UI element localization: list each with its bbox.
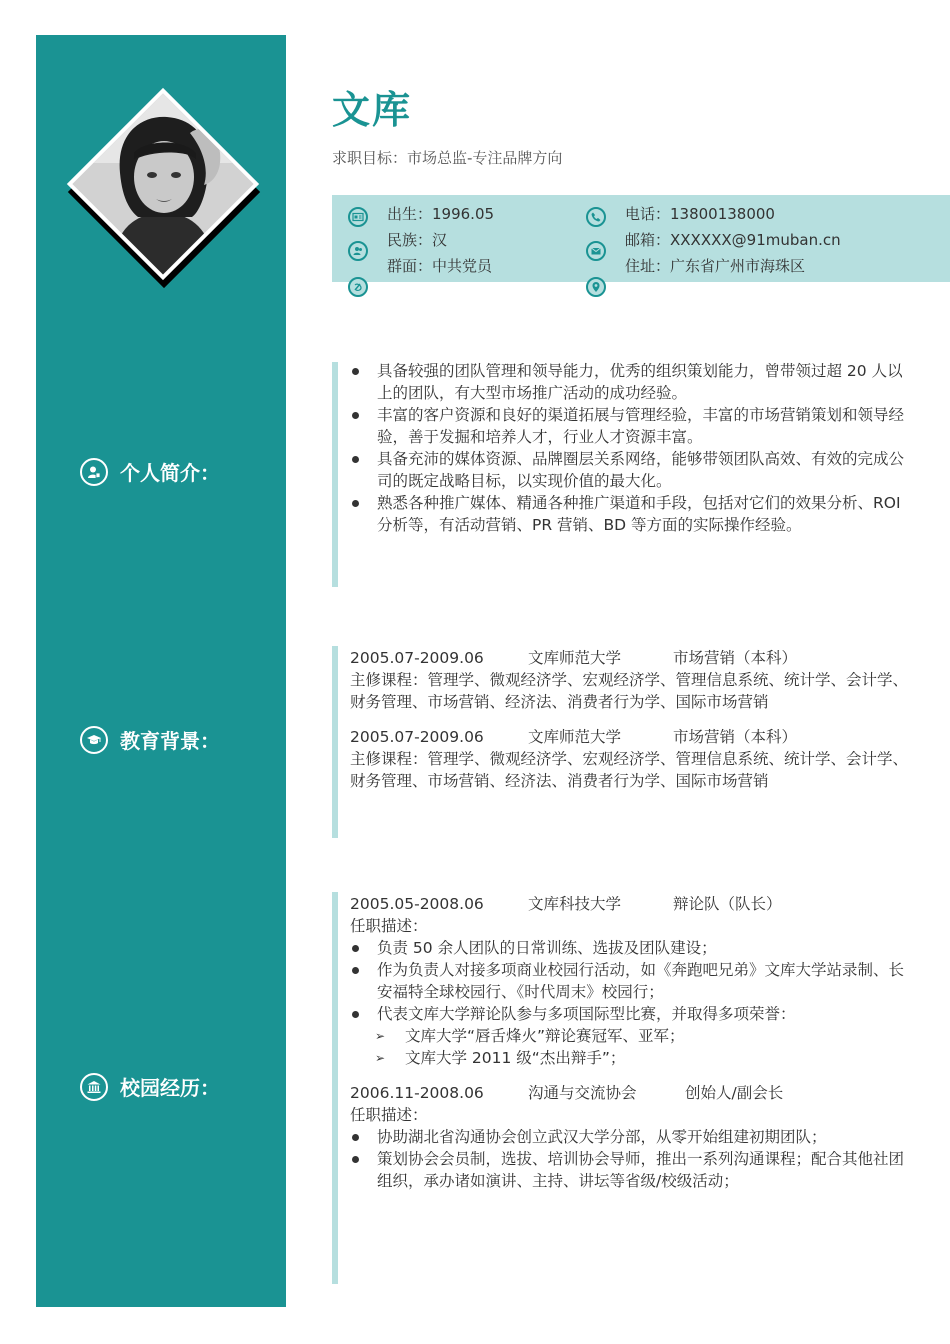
id-card-icon xyxy=(348,207,368,227)
campus-period: 2006.11-2008.06 xyxy=(350,1084,484,1102)
avatar xyxy=(72,93,253,274)
section-title-profile-label: 个人简介： xyxy=(120,461,220,485)
list-item: 熟悉各种推广媒体、精通各种推广渠道和手段，包括对它们的效果分析、ROI 分析等，有活动营销、PR 营销、BD 等方面的实际操作经验。 xyxy=(350,492,915,536)
mail-icon xyxy=(586,241,606,261)
portrait-image xyxy=(72,93,253,274)
section-title-campus-label: 校园经历： xyxy=(120,1076,220,1100)
section-title-campus xyxy=(80,1072,220,1101)
education-courses: 主修课程：管理学、微观经济学、宏观经济学、管理信息系统、统计学、会计学、财务管理、市场营销、经济法、消费者行为学、国际市场营销 xyxy=(350,750,909,790)
education-content xyxy=(350,647,915,792)
profile-content xyxy=(350,360,915,536)
campus-desc-label: 任职描述： xyxy=(350,1106,428,1124)
education-period: 2005.07-2009.06 xyxy=(350,649,484,667)
list-item: 负责 50 余人团队的日常训练、选拔及团队建设； xyxy=(350,937,915,959)
phone-icon xyxy=(586,207,606,227)
campus-desc-label: 任职描述： xyxy=(350,917,428,935)
email-address: 邮箱：XXXXXX@91muban.cn xyxy=(625,231,841,249)
home-address: 住址：广东省广州市海珠区 xyxy=(625,257,806,275)
education-divider xyxy=(332,646,338,838)
education-entry-header xyxy=(350,726,915,748)
education-school: 文库师范大学 xyxy=(528,649,622,667)
job-objective: 求职目标：市场总监-专注品牌方向 xyxy=(332,149,563,167)
list-item: 丰富的客户资源和良好的渠道拓展与管理经验，丰富的市场营销策划和领导经验，善于发掘和培养人才，行业人才资源丰富。 xyxy=(350,404,915,448)
campus-org: 文库科技大学 xyxy=(528,895,622,913)
education-major: 市场营销（本科） xyxy=(673,649,798,667)
graduation-cap-icon xyxy=(80,726,108,754)
education-entry-header xyxy=(350,647,915,669)
sub-list-item: ➢ 文库大学 2011 级“杰出辩手”； xyxy=(350,1047,915,1069)
section-title-education-label: 教育背景： xyxy=(120,729,220,753)
photo-frame xyxy=(67,88,259,280)
birth-date: 出生：1996.05 xyxy=(387,205,495,223)
list-item: 作为负责人对接多项商业校园行活动，如《奔跑吧兄弟》文库大学站录制、长安福特全球校园行、《时代周末》校园行； xyxy=(350,959,915,1003)
list-item: 代表文库大学辩论队参与多项国际型比赛，并取得多项荣誉： xyxy=(350,1003,915,1025)
candidate-name: 文库 xyxy=(332,88,413,132)
campus-role: 创始人/副会长 xyxy=(685,1084,784,1102)
section-title-profile xyxy=(80,457,220,486)
party-emblem-icon xyxy=(348,277,368,297)
campus-period: 2005.05-2008.06 xyxy=(350,895,484,913)
section-title-education xyxy=(80,725,220,754)
institution-building-icon xyxy=(80,1073,108,1101)
campus-org: 沟通与交流协会 xyxy=(528,1084,637,1102)
user-profile-icon xyxy=(80,458,108,486)
profile-photo xyxy=(66,88,262,284)
campus-entry-header xyxy=(350,1082,915,1104)
education-courses: 主修课程：管理学、微观经济学、宏观经济学、管理信息系统、统计学、会计学、财务管理、市场营销、经济法、消费者行为学、国际市场营销 xyxy=(350,671,909,711)
ethnicity: 民族：汉 xyxy=(387,231,448,249)
phone-number: 电话：13800138000 xyxy=(625,205,775,223)
education-period: 2005.07-2009.06 xyxy=(350,728,484,746)
list-item: 协助湖北省沟通协会创立武汉大学分部，从零开始组建初期团队； xyxy=(350,1126,915,1148)
list-item: 策划协会会员制，选拔、培训协会导师，推出一系列沟通课程；配合其他社团组织，承办诸如演讲、主持、讲坛等省级/校级活动； xyxy=(350,1148,915,1192)
campus-entry-header xyxy=(350,893,915,915)
campus-role: 辩论队（队长） xyxy=(673,895,782,913)
campus-divider xyxy=(332,892,338,1284)
list-item: 具备充沛的媒体资源、品牌圈层关系网络，能够带领团队高效、有效的完成公司的既定战略目标，以实现价值的最大化。 xyxy=(350,448,915,492)
location-pin-icon xyxy=(586,277,606,297)
profile-divider xyxy=(332,362,338,587)
sub-list-item: ➢ 文库大学“唇舌烽火”辩论赛冠军、亚军； xyxy=(350,1025,915,1047)
education-major: 市场营销（本科） xyxy=(673,728,798,746)
political-status: 群面：中共党员 xyxy=(387,257,493,275)
education-school: 文库师范大学 xyxy=(528,728,622,746)
list-item: 具备较强的团队管理和领导能力，优秀的组织策划能力，曾带领过超 20 人以上的团队，有大型市场推广活动的成功经验。 xyxy=(350,360,915,404)
users-icon xyxy=(348,241,368,261)
campus-content xyxy=(350,893,915,1192)
